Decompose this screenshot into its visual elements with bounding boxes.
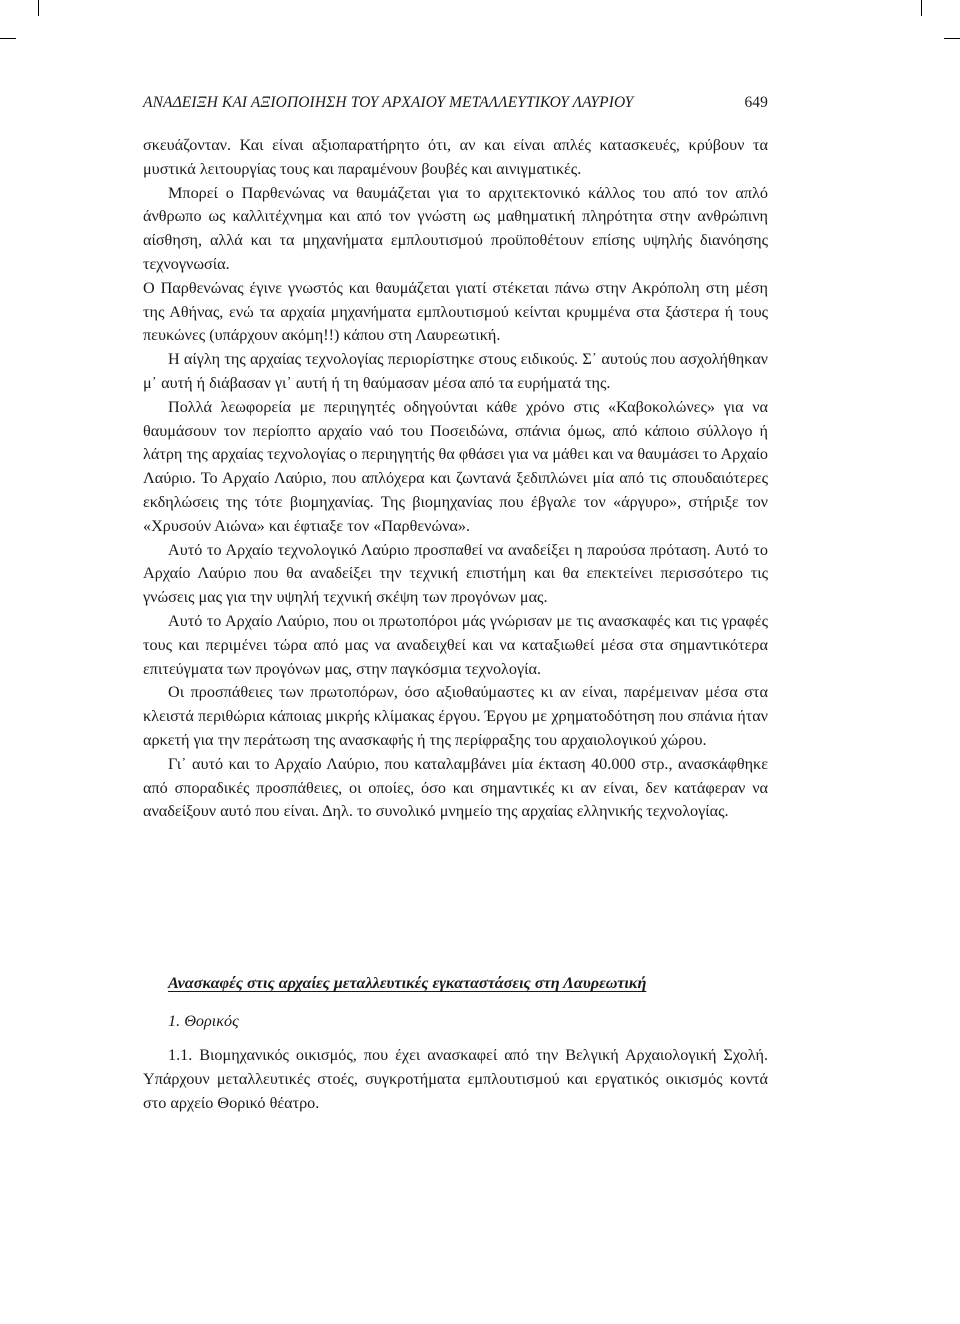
paragraph: Η αίγλη της αρχαίας τεχνολογίας περιορίστηκε στους ειδικούς. Σ᾽ αυτούς που ασχολήθηκαν μ᾽ αυτή ή διάβασαν γι᾽ αυτή ή τη θαύμασαν μέσα από τα ευρήματά της. [143,350,768,392]
page-number: 649 [744,94,768,111]
paragraph: Γι᾽ αυτό και το Αρχαίο Λαύριο, που καταλαμβάνει μία έκταση 40.000 στρ., ανασκάφθηκε από σποραδικές προσπάθειες, οι οποίες, όσο και σημαντικές κι αν είναι, δεν κατάφεραν να αναδείξουν αυτό που είναι. Δηλ. το συνολικό μνημείο της αρχαίας ελληνικής τεχνολογίας. [143,754,768,821]
crop-mark [921,0,922,16]
paragraph: 1.1. Βιομηχανικός οικισμός, που έχει ανασκαφεί από την Βελγική Αρχαιολογική Σχολή. Υπάρχουν μεταλλευτικές στοές, συγκροτήματα εμπλουτισμού και εργατικός οικισμός κοντά στο αρχείο Θορικό θέατρο. [143,1046,768,1112]
paragraph: Πολλά λεωφορεία με περιηγητές οδηγούνται κάθε χρόνο στις «Καβοκολώνες» για να θαυμάσουν τον περίοπτο αρχαίο ναό του Ποσειδώνα, σπάνια όμως, από κάποιο σύλλογο ή λάτρη της αρχαίας τεχνολογίας ο περιηγητής θα φθάσει για να μάθει και να θαυμάσει το Αρχαίο Λαύριο. Το Αρχαίο Λαύριο, που απλόχερα και ζωντανά ξεδιπλώνει μία από τις σπουδαιότερες εκδηλώσεις της τότε βιομηχανίας. Της βιομηχανίας που έβγαλε τον «άργυρο», στήριξε τον «Χρυσούν Αιώνα» και έφτιαξε τον «Παρθενώνα». [143,397,768,535]
paragraph: Οι προσπάθειες των πρωτοπόρων, όσο αξιοθαύμαστες κι αν είναι, παρέμειναν μέσα στα κλειστά περιθώρια κάποιας μικρής κλίμακας έργου. Έργου με χρηματοδότηση που σπάνια ήταν αρκετή για την περάτωση της ανασκαφής ή της περίφραξης του αρχαιολογικού χώρου. [143,683,768,749]
paragraph: Ο Παρθενώνας έγινε γνωστός και θαυμάζεται γιατί στέκεται πάνω στην Ακρόπολη στη μέση της Αθήνας, ενώ τα αρχαία μηχανήματα εμπλουτισμού κείνται κρυμμένα στα ξάστερα ή τους πευκώνες (υπάρχουν ακόμη!!) κάπου στη Λαυρεωτική. [143,278,768,345]
subsection-heading: 1. Θορικός [168,1012,239,1030]
running-head [143,94,768,118]
crop-mark [0,38,16,39]
paragraph: Αυτό το Αρχαίο τεχνολογικό Λαύριο προσπαθεί να αναδείξει η παρούσα πρόταση. Αυτό το Αρχαίο Λαύριο που θα αναδείξει την τεχνική επιστήμη και θα επεκτείνει περισσότερο τις γνώσεις μας για την υψηλή τεχνική σκέψη των προγόνων μας. [143,540,768,607]
paragraph: Αυτό το Αρχαίο Λαύριο, που οι πρωτοπόροι μάς γνώρισαν με τις ανασκαφές και τις γραφές τους και περιμένει τώρα από μας να αναδειχθεί και να καταξιωθεί μέσα στα σημαντικότερα επιτεύγματα των προγόνων μας, στην παγκόσμια τεχνολογία. [143,611,768,678]
running-head-title: ΑΝΑΔΕΙΞΗ ΚΑΙ ΑΞΙΟΠΟΙΗΣΗ ΤΟΥ ΑΡΧΑΙΟΥ ΜΕΤΑΛΛΕΥΤΙΚΟΥ ΛΑΥΡΙΟΥ [143,94,634,111]
crop-mark [944,38,960,39]
section-heading: Ανασκαφές στις αρχαίες μεταλλευτικές εγκαταστάσεις στη Λαυρεωτική [168,974,647,992]
crop-mark [38,0,39,16]
paragraph: Μπορεί ο Παρθενώνας να θαυμάζεται για το αρχιτεκτονικό κάλλος του από τον απλό άνθρωπο ως καλλιτέχνημα και από τον γνώστη ως μαθηματική πληρότητα στην ανθρώπινη αίσθηση, αλλά και τα μηχανήματα εμπλουτισμού προϋποθέτουν επίσης υψηλής διανόησης τεχνογνωσία. [143,183,768,273]
body-text [143,134,768,824]
paragraph: σκευάζονταν. Και είναι αξιοπαρατήρητο ότι, αν και είναι απλές κατασκευές, κρύβουν τα μυστικά λειτουργίας τους και παραμένουν βουβές και αινιγματικές. [143,136,768,178]
section-body [143,1044,768,1115]
